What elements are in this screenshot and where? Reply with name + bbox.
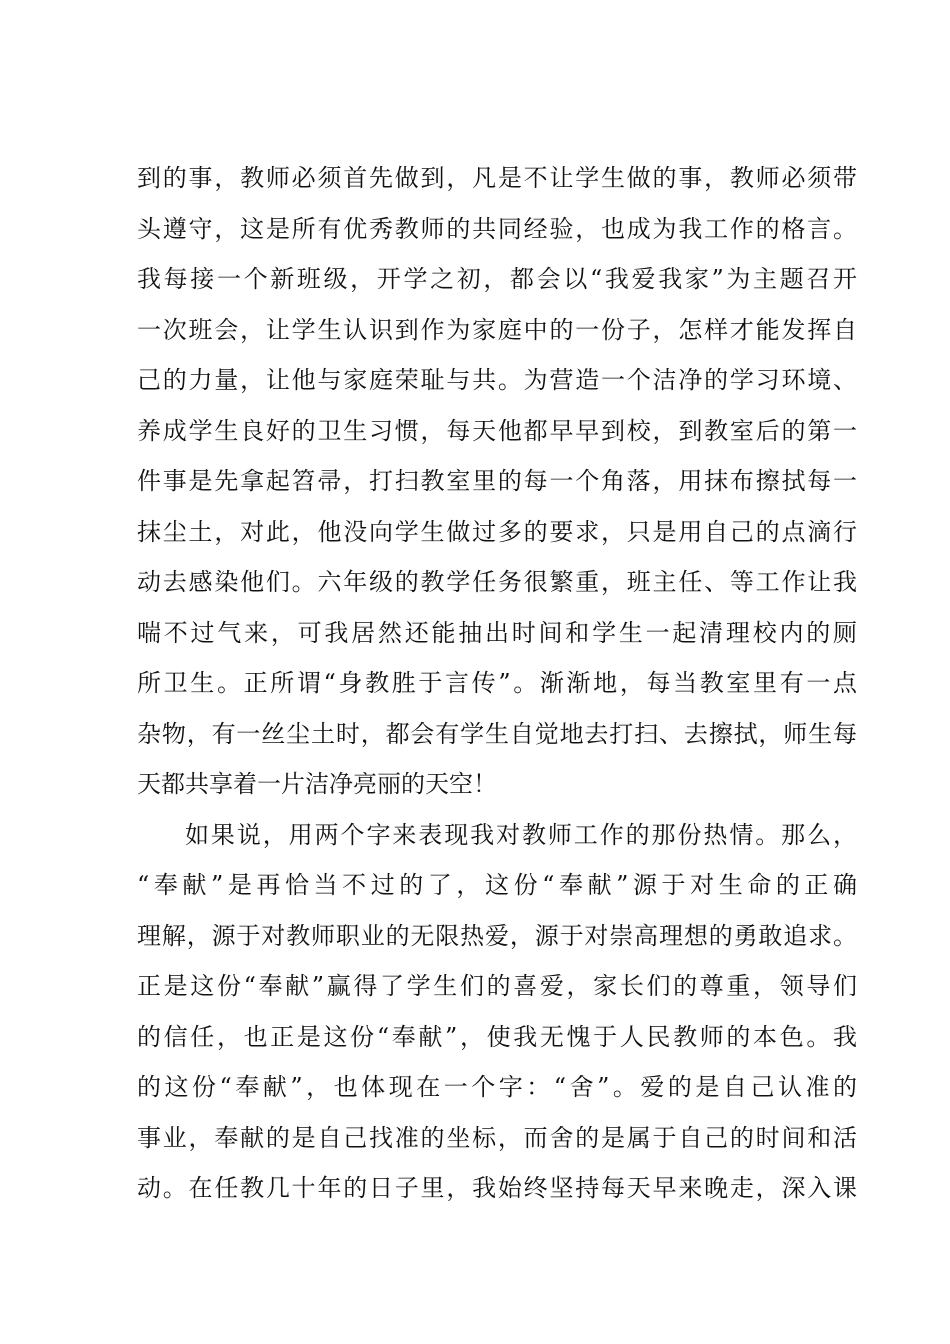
text-line: 所卫生。正所谓“身教胜于言传”。渐渐地，每当教室里有一点: [137, 669, 857, 697]
text-line: 杂物，有一丝尘土时，都会有学生自觉地去打扫、去擦拭，师生每: [137, 719, 857, 748]
text-line: 一次班会，让学生认识到作为家庭中的一份子，怎样才能发挥自: [137, 315, 857, 344]
text-line: 我每接一个新班级，开学之初，都会以“我爱我家”为主题召开: [137, 265, 857, 293]
text-line: 理解，源于对教师职业的无限热爱，源于对崇高理想的勇敢追求。: [137, 921, 857, 950]
text-line: 喘不过气来，可我居然还能抽出时间和学生一起清理校内的厕: [137, 618, 857, 647]
text-line: 抹尘土，对此，他没向学生做过多的要求，只是用自己的点滴行: [137, 517, 857, 546]
text-line: 的信任，也正是这份“奉献”，使我无愧于人民教师的本色。我: [137, 1022, 857, 1051]
text-line: 事业，奉献的是自己找准的坐标，而舍的是属于自己的时间和活: [137, 1123, 857, 1152]
body-text: [137, 153, 857, 1214]
text-line: 头遵守，这是所有优秀教师的共同经验，也成为我工作的格言。: [137, 214, 857, 243]
text-line: “奉献”是再恰当不过的了，这份“奉献”源于对生命的正确: [137, 871, 857, 899]
text-line: 动。在任教几十年的日子里，我始终坚持每天早来晚走，深入课: [137, 1174, 857, 1202]
text-line: 养成学生良好的卫生习惯，每天他都早早到校，到教室后的第一: [137, 416, 857, 445]
text-line: 件事是先拿起笤帚，打扫教室里的每一个角落，用抹布擦拭每一: [137, 467, 857, 495]
text-line: 的这份“奉献”，也体现在一个字：“舍”。爱的是自己认准的: [137, 1073, 857, 1101]
text-line: 到的事，教师必须首先做到，凡是不让学生做的事，教师必须带: [137, 164, 857, 192]
text-line: 正是这份“奉献”赢得了学生们的喜爱，家长们的尊重，领导们: [137, 972, 857, 1000]
paragraph-start-line: 如果说，用两个字来表现我对教师工作的那份热情。那么，: [185, 820, 857, 849]
text-line: 动去感染他们。六年级的教学任务很繁重，班主任、等工作让我: [137, 568, 857, 596]
paragraph-end-line: 天都共享着一片洁净亮丽的天空！: [137, 770, 497, 798]
text-line: 己的力量，让他与家庭荣耻与共。为营造一个洁净的学习环境、: [137, 366, 857, 394]
